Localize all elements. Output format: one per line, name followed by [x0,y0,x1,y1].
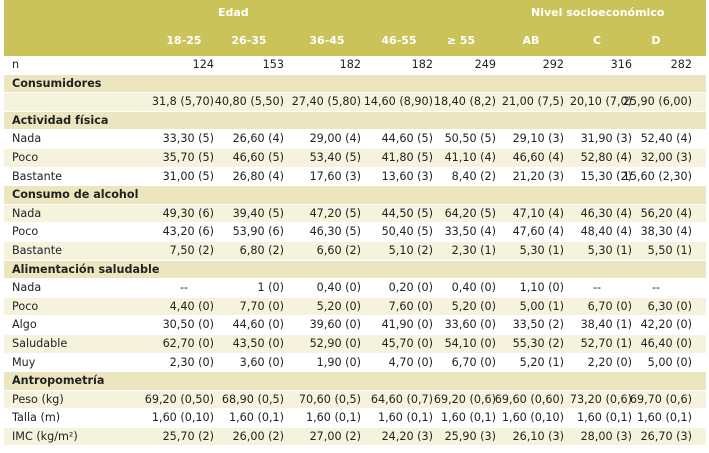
table-cell: 32,00 (3) [640,150,692,164]
row-label: IMC (kg/m²) [12,429,78,443]
table-row [4,130,706,149]
table-cell: 1,60 (0,10) [151,411,214,425]
table-cell: 73,20 (0,6) [569,392,632,406]
section-row [4,372,706,391]
table-cell: 25,90 (6,00) [622,95,692,109]
column-header: ≥ 55 [446,34,476,47]
table-cell: 182 [411,58,433,71]
table-cell: 1,60 (0,1) [637,411,692,425]
table-cell: 29,00 (4) [309,132,361,146]
row-label: Peso (kg) [12,392,64,406]
table-cell: 41,10 (4) [444,150,496,164]
row-label: Bastante [12,243,62,257]
row-label: Algo [12,318,37,332]
table-cell: 45,70 (0) [381,336,433,350]
table-cell: 3,60 (0) [239,355,284,369]
column-header: AB [522,34,540,47]
table-cell: 5,50 (1) [647,243,692,257]
table-row [4,409,706,428]
table-cell: 26,00 (2) [232,429,284,443]
table-cell: 49,30 (6) [162,206,214,220]
column-header: 36-45 [309,34,345,47]
table-row [4,223,706,242]
table-cell: 153 [262,58,284,71]
data-table [4,0,706,446]
table-cell: 7,70 (0) [239,299,284,313]
row-label: Muy [12,355,36,369]
table-cell: 43,20 (6) [162,225,214,239]
table-cell: 38,40 (1) [580,318,632,332]
table-cell: 7,50 (2) [169,243,214,257]
group-header-age: Edad [218,6,249,19]
table-cell: 5,10 (2) [388,243,433,257]
table-cell: 316 [610,58,632,71]
table-cell: 27,00 (2) [309,429,361,443]
table-cell: 42,20 (0) [640,318,692,332]
table-cell: -- [592,281,602,295]
table-cell: 47,20 (5) [309,206,361,220]
table-cell: 52,80 (4) [580,150,632,164]
table-row [4,93,706,112]
table-cell: 53,40 (5) [309,150,361,164]
table-row [4,149,706,168]
table-row [4,298,706,317]
row-label: Nada [12,132,42,146]
table-row [4,242,706,261]
table-cell: 46,60 (4) [512,150,564,164]
table-cell: 20,10 (7,0) [569,95,632,109]
table-cell: 6,80 (2) [239,243,284,257]
table-row [4,391,706,410]
table-cell: 47,60 (4) [512,225,564,239]
table-cell: 69,70 (0,6) [629,392,692,406]
table-cell: 0,20 (0) [388,281,433,295]
table-cell: 6,30 (0) [647,299,692,313]
table-cell: 46,60 (5) [232,150,284,164]
table-cell: 5,20 (0) [451,299,496,313]
table-cell: 48,40 (4) [580,225,632,239]
row-label: Saludable [12,336,68,350]
section-row [4,75,706,94]
table-cell: 52,90 (0) [309,336,361,350]
row-label: n [12,58,20,71]
table-cell: 55,30 (2) [512,336,564,350]
table-cell: 33,50 (4) [444,225,496,239]
table-cell: 249 [474,58,496,71]
section-label: Consumidores [12,76,102,90]
table-cell: 41,80 (5) [381,150,433,164]
table-body [4,56,706,446]
row-label: Bastante [12,169,62,183]
table-cell: 27,40 (5,80) [291,95,361,109]
table-cell: 1,60 (0,1) [229,411,284,425]
table-column-header [4,26,706,56]
table-cell: 21,20 (3) [512,169,564,183]
section-label: Actividad física [12,113,109,127]
table-cell: 1,10 (0) [519,281,564,295]
table-row [4,56,706,75]
table-cell: 38,30 (4) [640,225,692,239]
table-cell: 21,00 (7,5) [501,95,564,109]
table-cell: 35,70 (5) [162,150,214,164]
table-cell: 30,50 (0) [162,318,214,332]
table-cell: 5,20 (0) [316,299,361,313]
table-cell: 18,40 (8,2) [433,95,496,109]
table-cell: 1 (0) [257,281,284,295]
table-cell: 282 [670,58,692,71]
table-cell: 43,50 (0) [232,336,284,350]
column-header: C [592,34,602,47]
table-cell: 6,70 (0) [451,355,496,369]
table-cell: 2,30 (1) [451,243,496,257]
table-cell: 1,60 (0,1) [577,411,632,425]
table-cell: 1,60 (0,1) [441,411,496,425]
table-cell: 44,60 (5) [381,132,433,146]
table-cell: 46,30 (5) [309,225,361,239]
table-cell: 41,90 (0) [381,318,433,332]
table-cell: 31,00 (5) [162,169,214,183]
table-cell: 26,60 (4) [232,132,284,146]
table-cell: 5,00 (1) [519,299,564,313]
table-row [4,354,706,373]
table-cell: 6,60 (2) [316,243,361,257]
table-cell: 5,30 (1) [587,243,632,257]
table-cell: 124 [192,58,214,71]
table-cell: 7,60 (0) [388,299,433,313]
table-cell: 17,60 (3) [309,169,361,183]
table-cell: 52,40 (4) [640,132,692,146]
table-cell: 25,90 (3) [444,429,496,443]
section-row [4,112,706,131]
row-label: Nada [12,206,42,220]
table-row [4,316,706,335]
table-cell: 182 [339,58,361,71]
table-cell: 4,40 (0) [169,299,214,313]
row-label: Poco [12,150,39,164]
table-cell: 54,10 (0) [444,336,496,350]
table-row [4,279,706,298]
table-row [4,168,706,187]
table-row [4,205,706,224]
table-cell: 52,70 (1) [580,336,632,350]
table-cell: 33,30 (5) [162,132,214,146]
column-header: 46-55 [381,34,417,47]
table-cell: 64,60 (0,7) [370,392,433,406]
row-label: Poco [12,299,39,313]
column-header: D [651,34,661,47]
table-cell: 1,60 (0,1) [378,411,433,425]
table-cell: 70,60 (0,5) [298,392,361,406]
table-cell: 31,8 (5,70) [151,95,214,109]
table-cell: 25,70 (2) [162,429,214,443]
row-label: Talla (m) [12,411,61,425]
table-cell: -- [179,281,189,295]
section-label: Alimentación saludable [12,262,160,276]
table-cell: 69,20 (0,50) [144,392,214,406]
table-cell: 0,40 (0) [316,281,361,295]
table-cell: 5,00 (0) [647,355,692,369]
table-cell: 50,50 (5) [444,132,496,146]
table-cell: 5,20 (1) [519,355,564,369]
table-cell: 33,50 (2) [512,318,564,332]
table-cell: 33,60 (0) [444,318,496,332]
table-cell: 39,40 (5) [232,206,284,220]
table-cell: 68,90 (0,5) [221,392,284,406]
table-cell: 6,70 (0) [587,299,632,313]
table-cell: 26,70 (3) [640,429,692,443]
table-cell: 292 [542,58,564,71]
table-cell: 1,90 (0) [316,355,361,369]
section-label: Consumo de alcohol [12,188,139,202]
section-label: Antropometría [12,374,105,388]
table-cell: 46,40 (0) [640,336,692,350]
table-cell: 69,20 (0,6) [433,392,496,406]
table-cell: 44,60 (0) [232,318,284,332]
table-cell: 2,30 (0) [169,355,214,369]
table-cell: 53,90 (6) [232,225,284,239]
table-cell: 0,40 (0) [451,281,496,295]
table-cell: 31,90 (3) [580,132,632,146]
table-cell: 2,20 (0) [587,355,632,369]
table-group-header [4,0,706,26]
table-cell: 50,40 (5) [381,225,433,239]
section-row [4,261,706,280]
column-header: 26-35 [231,34,267,47]
table-cell: 15,30 (2) [580,169,632,183]
table-cell: 69,60 (0,60) [494,392,564,406]
table-cell: 1,60 (0,10) [501,411,564,425]
row-label: Nada [12,281,42,295]
table-cell: 14,60 (8,90) [363,95,433,109]
table-cell: 13,60 (3) [381,169,433,183]
table-cell: 26,80 (4) [232,169,284,183]
table-cell: -- [651,281,661,295]
table-row [4,428,706,447]
table-cell: 8,40 (2) [451,169,496,183]
table-cell: 47,10 (4) [512,206,564,220]
table-cell: 4,70 (0) [388,355,433,369]
table-cell: 44,50 (5) [381,206,433,220]
table-cell: 15,60 (2,30) [622,169,692,183]
section-row [4,186,706,205]
table-cell: 56,20 (4) [640,206,692,220]
table-cell: 64,20 (5) [444,206,496,220]
row-label: Poco [12,225,39,239]
table-cell: 28,00 (3) [580,429,632,443]
table-cell: 26,10 (3) [512,429,564,443]
table-cell: 5,30 (1) [519,243,564,257]
table-cell: 40,80 (5,50) [214,95,284,109]
table-cell: 1,60 (0,1) [306,411,361,425]
table-cell: 39,60 (0) [309,318,361,332]
table-cell: 46,30 (4) [580,206,632,220]
group-header-nse: Nivel socioeconómico [531,6,665,19]
table-cell: 29,10 (3) [512,132,564,146]
column-header: 18-25 [166,34,202,47]
table-cell: 24,20 (3) [381,429,433,443]
table-row [4,335,706,354]
table-cell: 62,70 (0) [162,336,214,350]
